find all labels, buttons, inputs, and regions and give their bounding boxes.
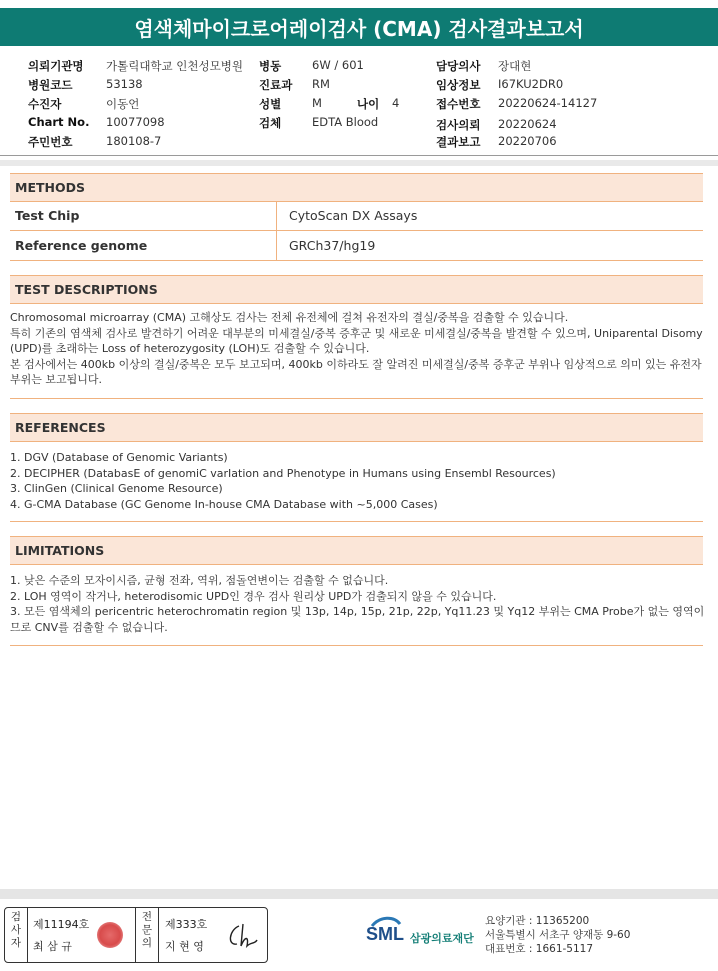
rrn-label: 주민번호 xyxy=(28,135,73,149)
receipt-value: 20220624-14127 xyxy=(498,96,598,110)
sex-label: 성별 xyxy=(259,97,282,111)
age-label: 나이 xyxy=(357,97,380,111)
limitations-heading: LIMITATIONS xyxy=(10,536,703,564)
seal-stamp xyxy=(97,922,123,948)
logo-text: SML xyxy=(366,924,404,944)
reviewer-role: 검사자 xyxy=(10,911,22,949)
org-phone: 대표번호 : 1661-5117 xyxy=(485,943,594,955)
list-item: 2. LOH 영역이 작거나, heterodisomic UPD인 경우 검사 원리상 UPD가 검출되지 않을 수 있습니다. xyxy=(10,589,497,603)
divider xyxy=(10,201,703,202)
references-heading: REFERENCES xyxy=(10,413,703,441)
reviewer-name: 최 삼 규 xyxy=(33,940,72,953)
report-title: 염색체마이크로어레이검사 (CMA) 검사결과보고서 xyxy=(0,8,718,46)
divider xyxy=(10,521,703,522)
rrn-value: 180108-7 xyxy=(106,134,162,148)
report-value: 20220706 xyxy=(498,134,557,148)
sex-value: M xyxy=(312,96,322,110)
list-item: 1. DGV (Database of Genomic Variants) xyxy=(10,451,228,464)
dept-label: 진료과 xyxy=(259,78,293,92)
name-value: 이동언 xyxy=(106,97,140,111)
reference-genome-label: Reference genome xyxy=(15,238,148,253)
list-item: 2. DECIPHER (DatabasE of genomiC varIation and Phenotype in Humans using Ensembl Resources) xyxy=(10,466,556,480)
ward-value: 6W / 601 xyxy=(312,58,364,72)
code-value: 53138 xyxy=(106,77,143,91)
specimen-label: 검체 xyxy=(259,116,282,130)
doctor-value: 장대현 xyxy=(498,59,532,73)
divider xyxy=(10,230,703,231)
org-code: 요양기관 : 11365200 xyxy=(485,915,590,927)
ward-label: 병동 xyxy=(259,59,282,73)
reviewer-license: 제11194호 xyxy=(33,918,90,931)
reference-genome-value: GRCh37/hg19 xyxy=(289,238,376,253)
divider xyxy=(10,645,703,646)
description-line: 본 검사에서는 400kb 이상의 결실/중복은 모두 보고되며, 400kb 이하라도 잘 알려진 미세결실/중복 증후군 부위나 임상적으로 의미 있는 유전자 부위는 보고됩니다. xyxy=(10,357,702,386)
methods-heading: METHODS xyxy=(10,173,703,201)
list-item: 4. G-CMA Database (GC Genome In-house CMA Database with ~5,000 Cases) xyxy=(10,497,438,511)
doctor-label: 담당의사 xyxy=(436,59,481,73)
signature-box xyxy=(4,907,268,963)
test-descriptions-body xyxy=(10,310,710,388)
test-descriptions-heading: TEST DESCRIPTIONS xyxy=(10,275,703,303)
footer-band xyxy=(0,889,718,899)
specialist-name: 지 현 영 xyxy=(165,940,204,953)
divider xyxy=(10,260,703,261)
signature xyxy=(225,920,261,952)
org-address: 서울특별시 서초구 양재동 9-60 xyxy=(485,929,631,941)
hospital-value: 가톨릭대학교 인천성모병원 xyxy=(106,59,243,73)
age-value: 4 xyxy=(392,96,400,110)
specialist-license: 제333호 xyxy=(165,918,208,931)
code-label: 병원코드 xyxy=(28,78,73,92)
list-item: 3. ClinGen (Clinical Genome Resource) xyxy=(10,482,223,495)
sml-logo xyxy=(366,912,496,952)
divider-band xyxy=(0,160,718,166)
description-line: Chromosomal microarray (CMA) 고해상도 검사는 전체 유전체에 걸쳐 유전자의 결실/중복을 검출할 수 있습니다. xyxy=(10,311,569,324)
dept-value: RM xyxy=(312,77,330,91)
report-label: 결과보고 xyxy=(436,135,481,149)
clinical-label: 임상정보 xyxy=(436,78,481,92)
table-separator xyxy=(276,201,277,260)
divider xyxy=(10,441,703,442)
chart-label: Chart No. xyxy=(28,115,90,129)
hospital-label: 의뢰기관명 xyxy=(28,59,84,73)
receipt-label: 접수번호 xyxy=(436,97,481,111)
divider xyxy=(0,155,718,156)
divider xyxy=(10,303,703,304)
name-label: 수진자 xyxy=(28,97,62,111)
specimen-value: EDTA Blood xyxy=(312,115,379,129)
list-item: 3. 모든 염색체의 pericentric heterochromatin region 및 13p, 14p, 15p, 21p, 22p, Yq11.23 및 Yq12 부위는 CMA Probe가 없는 영역이므로 CNV를 검출할 수 없습니다. xyxy=(10,605,705,634)
org-info xyxy=(485,914,630,956)
test-chip-value: CytoScan DX Assays xyxy=(289,208,418,223)
specialist-role: 전문의 xyxy=(141,911,153,949)
clinical-value: I67KU2DR0 xyxy=(498,77,564,91)
patient-info xyxy=(0,56,718,152)
chart-value: 10077098 xyxy=(106,115,165,129)
limitations-list xyxy=(10,573,710,635)
test-chip-label: Test Chip xyxy=(15,208,80,223)
request-label: 검사의뢰 xyxy=(436,118,481,132)
divider xyxy=(10,564,703,565)
description-line: 특히 기존의 염색체 검사로 발견하기 어려운 대부분의 미세결실/중복 증후군 및 새로운 미세결실/중복을 발견할 수 있으며, Uniparental Disomy (UPD)를 초래하는 Loss of heterozygosity (LOH)도 검출할 수 있습니다. xyxy=(10,326,703,355)
references-list xyxy=(10,450,710,512)
request-value: 20220624 xyxy=(498,117,557,131)
divider xyxy=(10,398,703,399)
list-item: 1. 낮은 수준의 모자이시즘, 균형 전좌, 역위, 점돌연변이는 검출할 수 없습니다. xyxy=(10,574,389,587)
org-name: 삼광의료재단 xyxy=(410,932,474,945)
